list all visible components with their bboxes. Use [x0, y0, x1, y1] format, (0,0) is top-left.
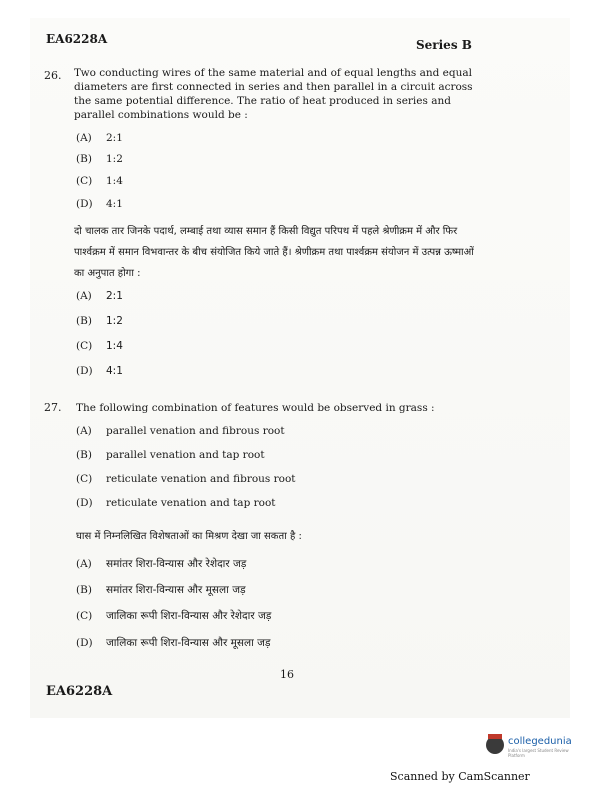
logo-text: collegedunia: [508, 736, 572, 747]
hindi-option-b: (B) 1:2: [76, 315, 123, 327]
hindi-option-c: (C) 1:4: [76, 340, 123, 352]
hindi-option-a: (A) समांतर शिरा-विन्यास और रेशेदार जड़: [76, 558, 247, 570]
question-text-hindi: दो चालक तार जिनके पदार्थ, लम्बाई तथा व्यास समान हैं किसी विद्युत परिपथ में पहले श्रेणीक्रम में और फिर पार्श्वक्रम में समान विभवान्तर के बीच संयोजित किये जाते हैं। श्रेणीक्रम तथा पार्श्वक्रम संयोजन में उत्पन्न ऊष्माओं का अनुपात होगा :: [74, 226, 474, 279]
option-d: (D) reticulate venation and tap root: [76, 497, 276, 509]
question-text-english: The following combination of features would be observed in grass :: [76, 402, 435, 414]
question-number: 27.: [44, 401, 62, 414]
option-d: (D) 4:1: [76, 198, 123, 210]
option-a: (A) parallel venation and fibrous root: [76, 425, 285, 437]
option-b: (B) parallel venation and tap root: [76, 449, 265, 461]
page-number: 16: [280, 668, 294, 681]
hindi-option-b: (B) समांतर शिरा-विन्यास और मूसला जड़: [76, 584, 246, 596]
footer-paper-code: EA6228A: [46, 684, 113, 699]
question-number: 26.: [44, 69, 62, 82]
graduation-cap-icon: [488, 734, 502, 739]
option-a: (A) 2:1: [76, 132, 123, 144]
option-c: (C) reticulate venation and fibrous root: [76, 473, 296, 485]
hindi-option-a: (A) 2:1: [76, 290, 123, 302]
scanner-watermark: Scanned by CamScanner: [390, 770, 530, 783]
question-text-english: Two conducting wires of the same material and of equal lengths and equal diameters are first connected in series and then parallel in a circuit across the same potential difference. The ratio of heat produced in series and parallel combinations would be :: [74, 67, 473, 121]
option-c: (C) 1:4: [76, 175, 123, 187]
hindi-option-c: (C) जालिका रूपी शिरा-विन्यास और रेशेदार जड़: [76, 610, 272, 622]
hindi-option-d: (D) जालिका रूपी शिरा-विन्यास और मूसला जड़: [76, 637, 271, 649]
option-b: (B) 1:2: [76, 153, 123, 165]
logo-tagline: India's largest Student Review Platform: [508, 748, 569, 758]
header-series: Series B: [416, 38, 472, 52]
hindi-option-d: (D) 4:1: [76, 365, 123, 377]
question-text-hindi: घास में निम्नलिखित विशेषताओं का मिश्रण देखा जा सकता है :: [76, 531, 302, 542]
header-paper-code: EA6228A: [46, 32, 108, 46]
collegedunia-logo: [486, 734, 576, 756]
